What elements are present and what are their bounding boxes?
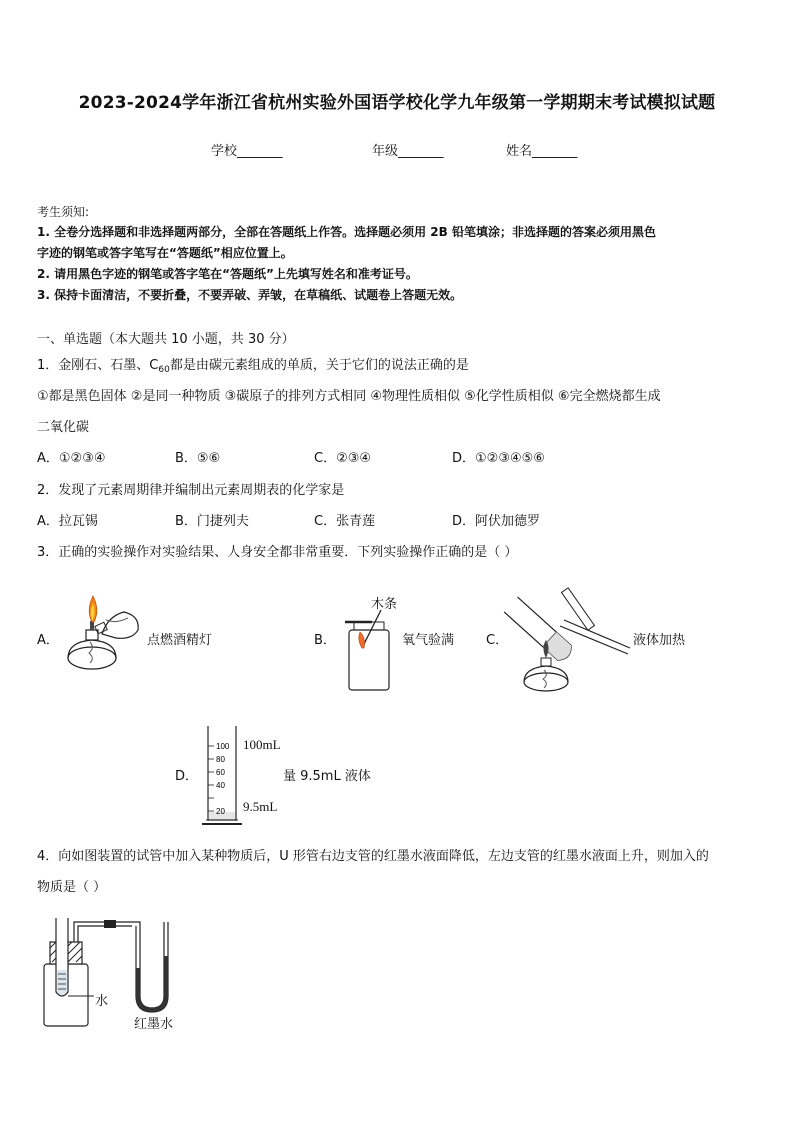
notice-item-1: 1. 全卷分选择题和非选择题两部分，全部在答题纸上作答。选择题必须用 2B 铅笔填涂；非选择题的答案必须用黑色 bbox=[37, 225, 656, 239]
grade-field: 年级_______ bbox=[372, 144, 444, 159]
alcohol-lamp-lighting-figure bbox=[62, 590, 146, 676]
section-heading: 一、单选题（本大题共 10 小题，共 30 分） bbox=[37, 332, 295, 347]
cylinder-tick-40: 40 bbox=[216, 781, 225, 790]
q3-option-a-caption: 点燃酒精灯 bbox=[147, 633, 213, 648]
measuring-cylinder-figure bbox=[200, 720, 244, 830]
cylinder-tick-100: 100 bbox=[216, 742, 230, 751]
q2-option-b: B．门捷列夫 bbox=[175, 514, 249, 529]
q4-stem-2: 物质是（ ） bbox=[37, 880, 107, 895]
cylinder-tick-80: 80 bbox=[216, 755, 225, 764]
q3-option-d-top-label: 100mL bbox=[243, 737, 281, 752]
q3-option-b-caption: 氧气验满 bbox=[402, 633, 455, 648]
q2-option-a: A．拉瓦锡 bbox=[37, 514, 98, 529]
q3-option-c-letter: C． bbox=[486, 633, 509, 648]
notice-item-1-cont: 字迹的钢笔或答字笔写在“答题纸”相应位置上。 bbox=[37, 246, 293, 260]
q1-option-d: D．①②③④⑤⑥ bbox=[452, 451, 545, 466]
q1-statements-2: 二氧化碳 bbox=[37, 420, 90, 435]
q3-option-b-letter: B． bbox=[314, 633, 336, 648]
q1-option-a: A．①②③④ bbox=[37, 451, 106, 466]
q4-stem-1: 4．向如图装置的试管中加入某种物质后，U 形管右边支管的红墨水液面降低，左边支管的红墨水液面上升，则加入的 bbox=[37, 849, 709, 864]
notice-item-2: 2. 请用黑色字迹的钢笔或答字笔在“答题纸”上先填写姓名和准考证号。 bbox=[37, 267, 418, 281]
q1-option-c: C．②③④ bbox=[314, 451, 372, 466]
cylinder-tick-60: 60 bbox=[216, 768, 225, 777]
q2-option-d: D．阿伏加德罗 bbox=[452, 514, 541, 529]
school-field: 学校_______ bbox=[211, 144, 283, 159]
liquid-heating-figure bbox=[508, 578, 632, 698]
q3-option-d-letter: D． bbox=[175, 769, 199, 784]
q1-option-b: B．⑤⑥ bbox=[175, 451, 221, 466]
q4-red-ink-label: 红墨水 bbox=[134, 1017, 174, 1032]
notice-heading: 考生须知: bbox=[37, 205, 90, 219]
q1-stem: 1．金刚石、石墨、$C_{60}$都是由碳元素组成的单质，关于它们的说法正确的是 bbox=[37, 358, 469, 375]
q3-option-d-caption: 量 9.5mL 液体 bbox=[283, 769, 371, 784]
oxygen-test-figure bbox=[340, 608, 400, 694]
q3-stem: 3．正确的实验操作对实验结果、人身安全都非常重要．下列实验操作正确的是（ ） bbox=[37, 545, 518, 560]
exam-title: 2023-2024学年浙江省杭州实验外国语学校化学九年级第一学期期末考试模拟试题 bbox=[78, 93, 716, 113]
cylinder-tick-20: 20 bbox=[216, 807, 225, 816]
name-field: 姓名_______ bbox=[506, 144, 578, 159]
q1-statements-1: ①都是黑色固体 ②是同一种物质 ③碳原子的排列方式相同 ④物理性质相似 ⑤化学性质相似 ⑥完全燃烧都生成 bbox=[37, 389, 661, 404]
q4-water-label: 水 bbox=[95, 994, 109, 1009]
notice-item-3: 3. 保持卡面清洁，不要折叠，不要弄破、弄皱，在草稿纸、试题卷上答题无效。 bbox=[37, 288, 463, 302]
q2-option-c: C．张青莲 bbox=[314, 514, 376, 529]
q3-option-c-caption: 液体加热 bbox=[633, 633, 686, 648]
q3-option-a-letter: A． bbox=[37, 633, 59, 648]
q2-stem: 2．发现了元素周期律并编制出元素周期表的化学家是 bbox=[37, 483, 345, 498]
q3-option-d-bottom-label: 9.5mL bbox=[243, 799, 278, 814]
q3-option-b-label: 木条 bbox=[371, 597, 398, 612]
